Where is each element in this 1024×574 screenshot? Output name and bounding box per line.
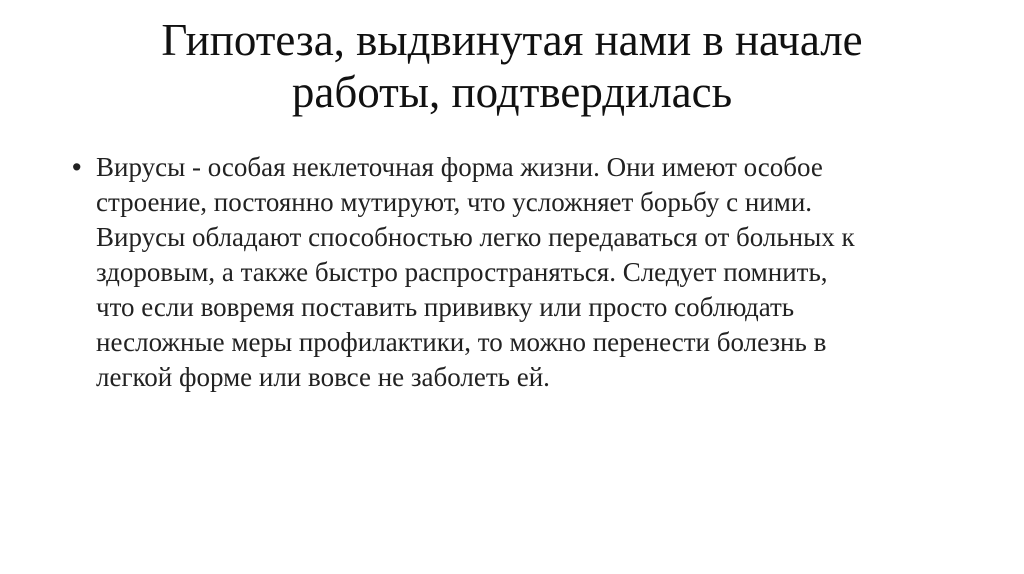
slide-title <box>60 14 964 118</box>
bullet-text-line-2: строение, постоянно мутируют, что усложняет борьбу с ними. <box>96 187 813 217</box>
slide-title-line-2: работы, подтвердилась <box>291 67 733 117</box>
bullet-text-line-1: Вирусы - особая неклеточная форма жизни. Они имеют особое <box>96 152 823 182</box>
bullet-text-line-5: что если вовремя поставить прививку или просто соблюдать <box>96 292 795 322</box>
bullet-text-line-6: несложные меры профилактики, то можно перенести болезнь в <box>96 327 827 357</box>
bullet-text-line-4: здоровым, а также быстро распространяться. Следует помнить, <box>96 257 828 287</box>
bullet-text-line-3: Вирусы обладают способностью легко передаваться от больных к <box>96 222 855 252</box>
slide-body <box>72 150 952 395</box>
slide-title-line-1: Гипотеза, выдвинутая нами в начале <box>161 15 863 65</box>
bullet-text-line-7: легкой форме или вовсе не заболеть ей. <box>96 362 550 392</box>
bullet-dot-icon: • <box>72 152 82 182</box>
bullet-text <box>96 150 952 395</box>
bullet-item <box>72 150 952 395</box>
